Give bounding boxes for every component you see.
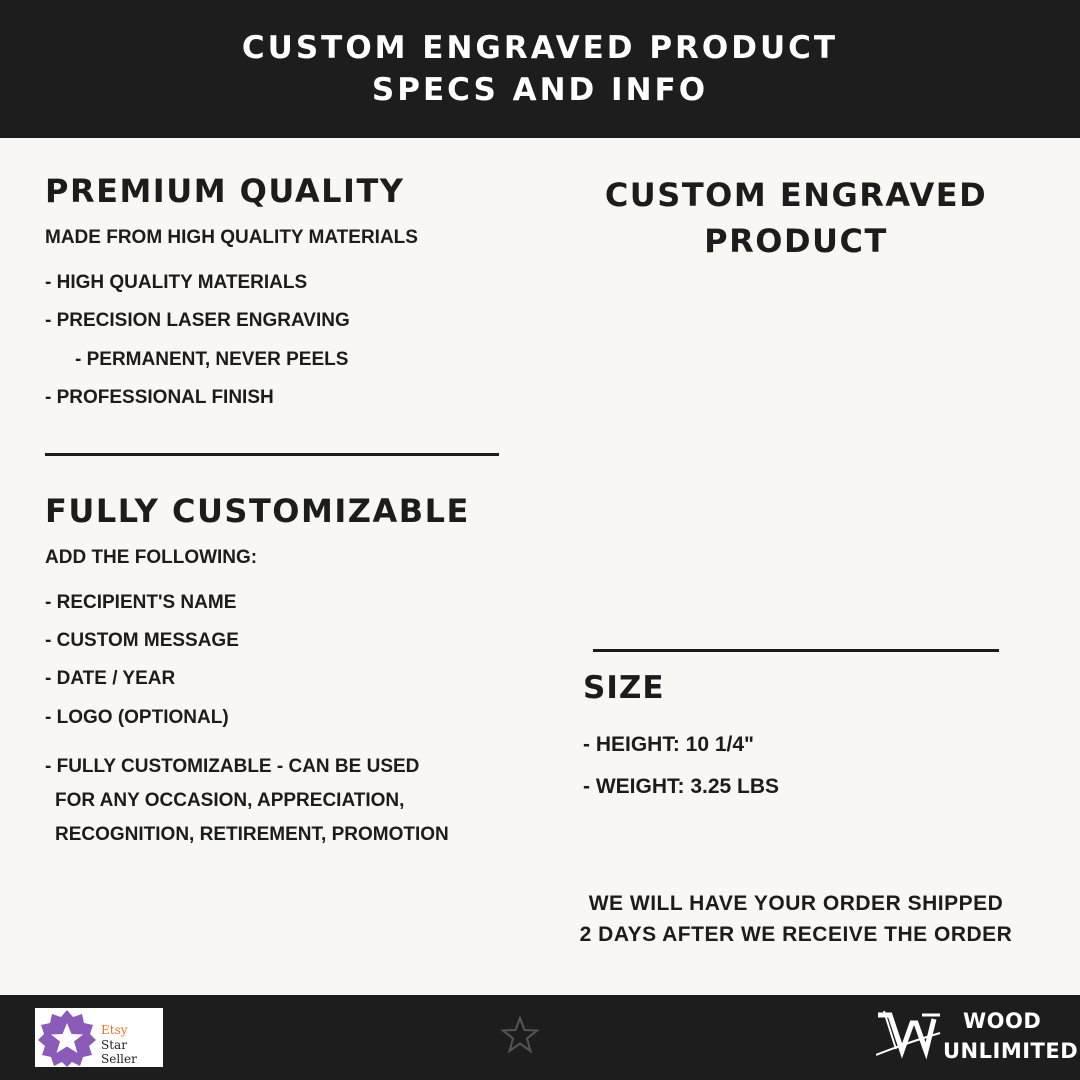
wood-unlimited-w-logo-icon — [876, 1005, 942, 1061]
customizable-note-line: - FULLY CUSTOMIZABLE - CAN BE USED — [45, 756, 420, 777]
customizable-item: - DATE / YEAR — [45, 668, 176, 689]
section-divider-left — [45, 453, 499, 456]
badge-brand: Etsy — [101, 1023, 128, 1037]
product-title — [560, 172, 1032, 264]
customizable-item: - LOGO (OPTIONAL) — [45, 707, 229, 728]
premium-item: - HIGH QUALITY MATERIALS — [45, 272, 308, 293]
page-header — [0, 0, 1080, 138]
premium-item: - PRECISION LASER ENGRAVING — [45, 310, 350, 331]
product-title-line-1: CUSTOM ENGRAVED — [604, 176, 988, 214]
logo-text-line-2: UNLIMITED — [943, 1039, 1079, 1063]
customizable-note-line: FOR ANY OCCASION, APPRECIATION, — [55, 790, 405, 811]
badge-label: Star Seller — [101, 1038, 137, 1066]
customizable-note-line: RECOGNITION, RETIREMENT, PROMOTION — [55, 824, 449, 845]
header-title-line-2: SPECS AND INFO — [371, 72, 709, 108]
fully-customizable-heading: FULLY CUSTOMIZABLE — [45, 492, 470, 530]
header-title-line-1: CUSTOM ENGRAVED PRODUCT — [241, 30, 839, 66]
etsy-star-seller-badge-icon — [37, 1009, 97, 1067]
size-height: - HEIGHT: 10 1/4" — [583, 733, 755, 756]
customizable-item: - RECIPIENT'S NAME — [45, 592, 237, 613]
product-title-line-2: PRODUCT — [704, 222, 888, 260]
customizable-item: - CUSTOM MESSAGE — [45, 630, 239, 651]
etsy-star-seller-badge — [35, 1008, 163, 1067]
logo-text-line-1: WOOD — [963, 1009, 1042, 1033]
premium-quality-heading: PREMIUM QUALITY — [45, 172, 405, 210]
shipping-line-1: WE WILL HAVE YOUR ORDER SHIPPED — [588, 892, 1004, 915]
customizable-subtitle: ADD THE FOLLOWING: — [45, 547, 258, 568]
page-footer — [0, 995, 1080, 1080]
shipping-notice — [560, 888, 1032, 950]
premium-subitem: - PERMANENT, NEVER PEELS — [75, 349, 349, 370]
star-outline-icon — [500, 1015, 540, 1055]
section-divider-right — [593, 649, 999, 652]
premium-quality-subtitle: MADE FROM HIGH QUALITY MATERIALS — [45, 227, 418, 248]
size-heading: SIZE — [583, 670, 665, 706]
shipping-line-2: 2 DAYS AFTER WE RECEIVE THE ORDER — [579, 923, 1013, 946]
size-weight: - WEIGHT: 3.25 LBS — [583, 775, 780, 798]
premium-item: - PROFESSIONAL FINISH — [45, 387, 274, 408]
